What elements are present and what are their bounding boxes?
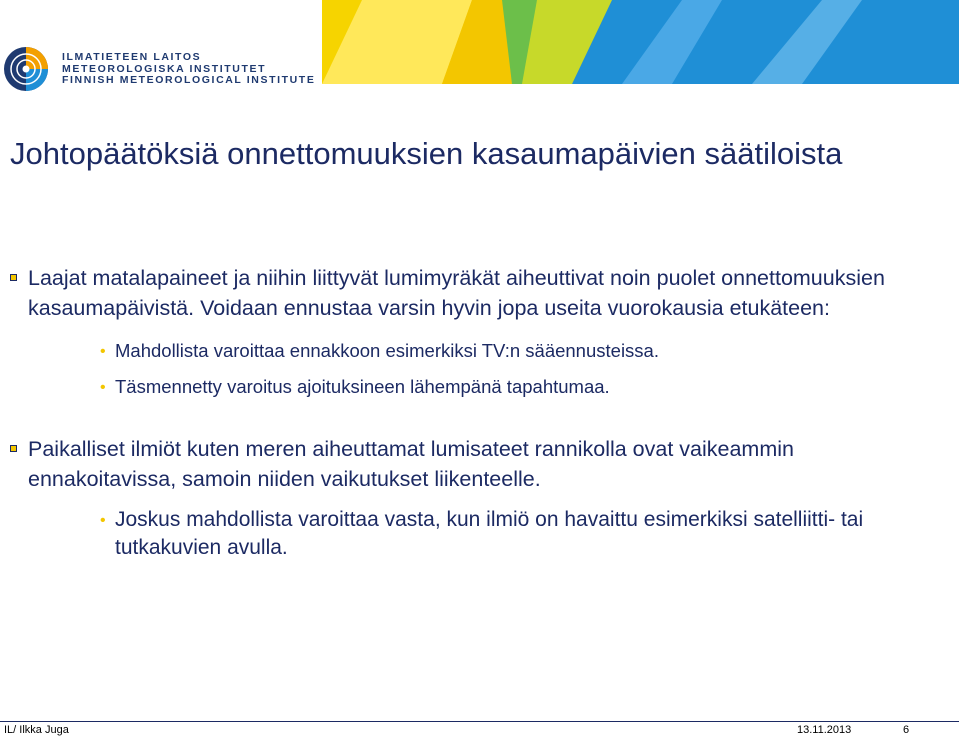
footer-date: 13.11.2013: [797, 724, 852, 736]
square-bullet-icon: [10, 445, 17, 452]
fmi-logo: [3, 46, 49, 92]
sub-bullet-2-1-text: Joskus mahdollista varoittaa vasta, kun ilmiö on havaittu esimerkiksi satelliitti- tai tutkakuvien avulla.: [115, 508, 864, 559]
sub-bullet-1-2: [10, 373, 940, 400]
footer-author: IL/ Ilkka Juga: [4, 724, 69, 736]
header-graphic: [322, 0, 959, 84]
sub-bullet-2-1: [10, 506, 940, 562]
footer-divider: [0, 721, 959, 722]
org-name: [62, 52, 315, 87]
footer-page-number: 6: [903, 724, 910, 736]
square-bullet-icon: [10, 274, 17, 281]
bullet-2-text: Paikalliset ilmiöt kuten meren aiheuttamat lumisateet rannikolla ovat vaikeammin ennakoitavissa, samoin niiden vaikutukset liikenteelle.: [28, 437, 794, 491]
sub-bullet-1-1-text: Mahdollista varoittaa ennakkoon esimerkiksi TV:n sääennusteissa.: [115, 340, 659, 361]
slide-content: [10, 263, 940, 562]
dot-bullet-icon: •: [100, 512, 106, 529]
org-name-en: FINNISH METEOROLOGICAL INSTITUTE: [62, 74, 316, 86]
slide-title: Johtopäätöksiä onnettomuuksien kasaumapäivien säätiloista: [10, 136, 843, 171]
sub-bullet-1-2-text: Täsmennetty varoitus ajoituksineen lähempänä tapahtumaa.: [115, 376, 610, 397]
org-name-fi: ILMATIETEEN LAITOS: [62, 51, 202, 63]
sub-bullet-1-1: [10, 337, 940, 364]
bullet-1: [10, 263, 940, 323]
bullet-1-text: Laajat matalapaineet ja niihin liittyvät lumimyräkät aiheuttivat noin puolet onnettomuuksien kasaumapäivistä. Voidaan ennustaa varsin hyvin jopa useita vuorokausia etukäteen:: [28, 266, 885, 320]
dot-bullet-icon: •: [100, 379, 106, 396]
org-name-sv: METEOROLOGISKA INSTITUTET: [62, 62, 267, 75]
bullet-2: [10, 434, 940, 494]
dot-bullet-icon: •: [100, 343, 106, 360]
